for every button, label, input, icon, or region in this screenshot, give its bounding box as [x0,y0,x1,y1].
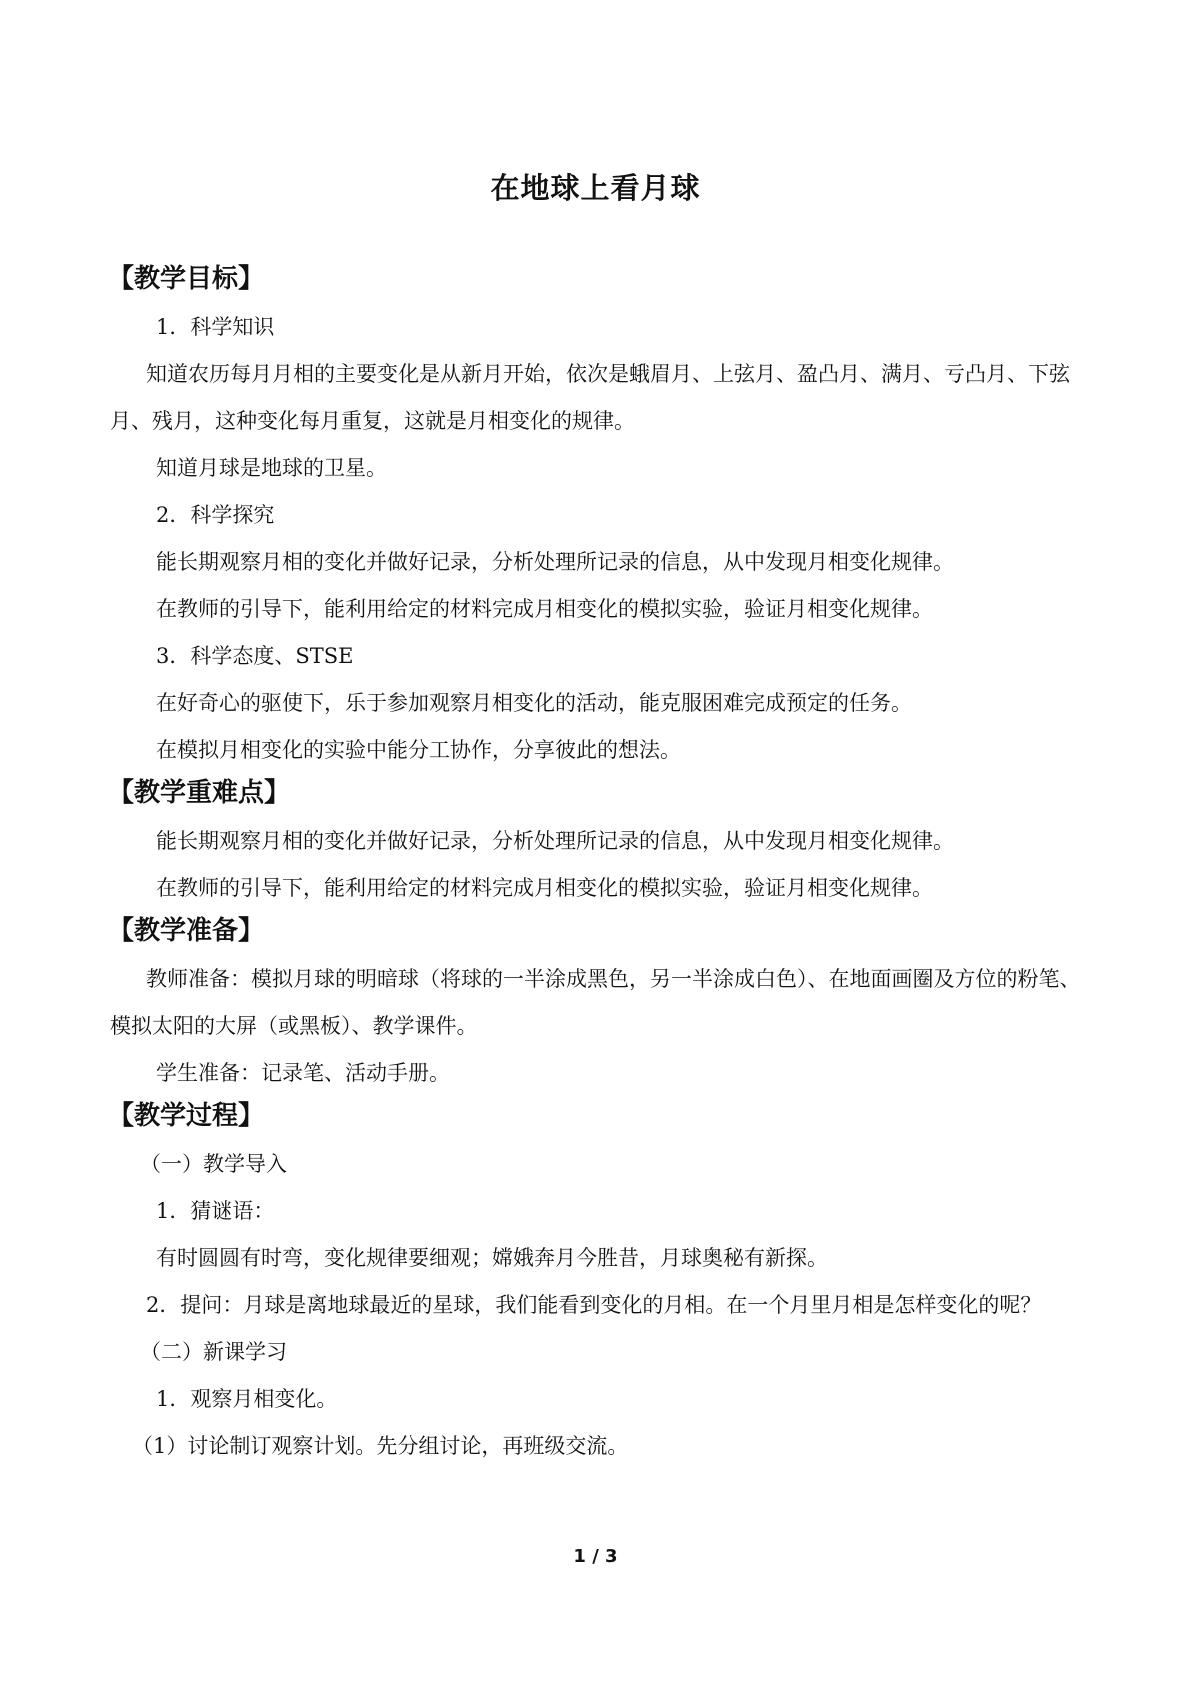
section-heading-process: 【教学过程】 [108,1101,265,1131]
paragraph: （一）教学导入 [140,1152,287,1176]
paragraph: 教师准备：模拟月球的明暗球（将球的一半涂成黑色，另一半涂成白色）、在地面画圈及方位的粉笔、模拟太阳的大屏（或黑板）、教学课件。 [110,967,1081,1038]
paragraph: 知道月球是地球的卫星。 [156,456,387,480]
section-heading-goals: 【教学目标】 [108,264,265,294]
page-number: 1 / 3 [573,1546,618,1567]
paragraph: 1．科学知识 [156,315,275,339]
paragraph: 在好奇心的驱使下，乐于参加观察月相变化的活动，能克服困难完成预定的任务。 [156,691,912,715]
document-title: 在地球上看月球 [490,171,701,205]
document-body [110,260,1095,1470]
paragraph: 2．提问：月球是离地球最近的星球，我们能看到变化的月相。在一个月里月相是怎样变化的呢？ [146,1293,1042,1317]
paragraph: 学生准备：记录笔、活动手册。 [156,1061,450,1085]
paragraph: 能长期观察月相的变化并做好记录，分析处理所记录的信息，从中发现月相变化规律。 [156,550,954,574]
paragraph: 能长期观察月相的变化并做好记录，分析处理所记录的信息，从中发现月相变化规律。 [156,829,954,853]
paragraph: 在模拟月相变化的实验中能分工协作，分享彼此的想法。 [156,738,681,762]
paragraph: 1．观察月相变化。 [156,1387,338,1411]
section-heading-preparation: 【教学准备】 [108,916,265,946]
paragraph: 3．科学态度、STSE [156,644,354,668]
paragraph: （二）新课学习 [140,1340,287,1364]
paragraph: 1．猜谜语： [156,1199,275,1223]
section-heading-key-points: 【教学重难点】 [108,778,291,808]
paragraph: 有时圆圆有时弯，变化规律要细观；嫦娥奔月今胜昔，月球奥秘有新探。 [156,1246,828,1270]
paragraph: 在教师的引导下，能利用给定的材料完成月相变化的模拟实验，验证月相变化规律。 [156,597,933,621]
paragraph: 2．科学探究 [156,503,275,527]
paragraph: 知道农历每月月相的主要变化是从新月开始，依次是蛾眉月、上弦月、盈凸月、满月、亏凸月、下弦月、残月，这种变化每月重复，这就是月相变化的规律。 [110,362,1070,433]
paragraph: （1）讨论制订观察计划。先分组讨论，再班级交流。 [132,1434,629,1458]
paragraph: 在教师的引导下，能利用给定的材料完成月相变化的模拟实验，验证月相变化规律。 [156,876,933,900]
